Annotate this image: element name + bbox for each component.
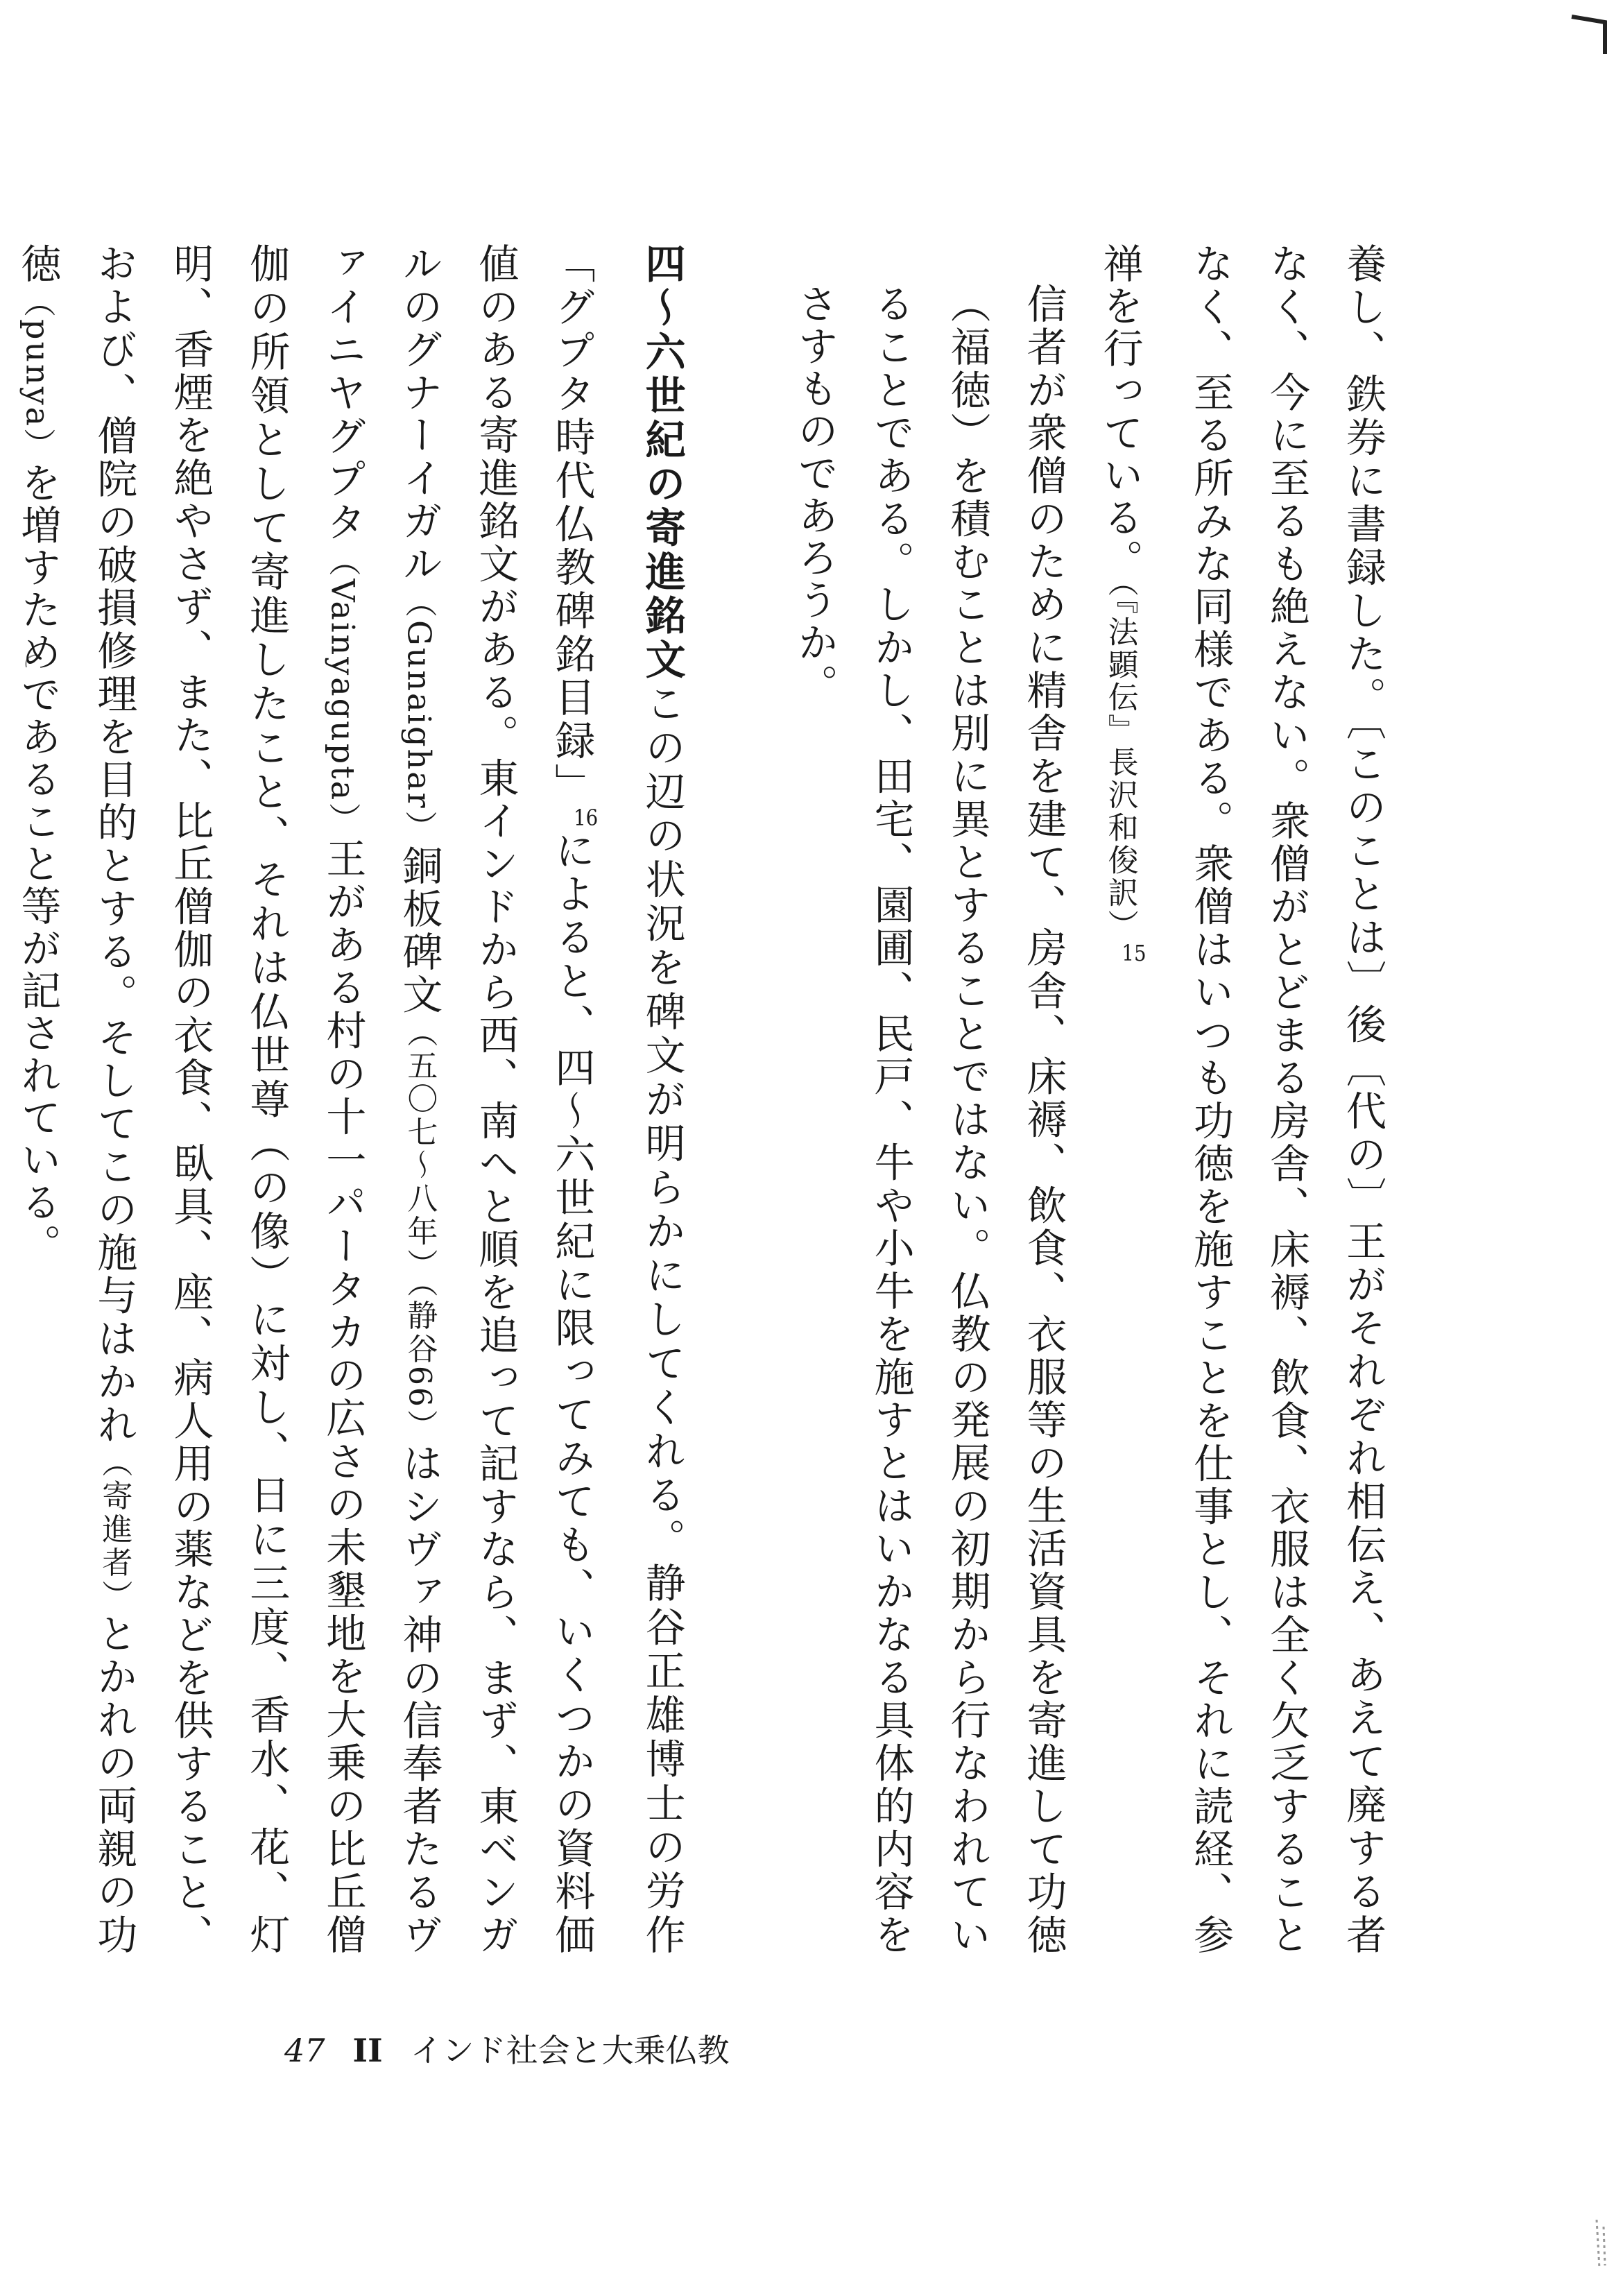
chapter-title: インド社会と大乗仏教 [410,2032,730,2069]
scan-corner-mark [1570,12,1611,57]
commentary-text: 信者が衆僧のために精舎を建て、房舎、床褥、飲食、衣服等の生活資具を寄進して功徳（福徳）を積むことは別に異とすることではない。仏教の発展の初期から行なわれていることである。しかし、田宅、園圃、民戸、牛や小牛を施すとはいかなる具体的内容をさすものであろうか。 [791,283,1067,1956]
section-text-g: を増すためであること等が記されている。 [14,462,62,1267]
section-text-e: 王がある村の十一パータカの広さの未墾地を大乗の比丘僧伽の所領として寄進したこと、それは仏世尊（の像）に対し、日に三度、香水、花、灯明、香煙を絶やさず、また、比丘僧伽の衣食、臥具、座、病人用の薬などを供すること、および、僧院の破損修理を目的とする。そしてこの施与はかれ [90,243,367,1957]
paragraph-quote-end [1082,243,1401,1956]
romanized-term: （Gunaighar） [400,585,438,846]
footnote-ref-16: 16 [574,806,599,829]
quote-text: 養し、鉄券に書録した。〔このことは〕後〔代の〕王がそれぞれ相伝え、あえて廃する者なく、今に至るも絶えない。衆僧がとどまる房舎、床褥、飲食、衣服は全く欠乏することなく、至る所みな同様である。衆僧はいつも功徳を施すことを仕事とし、それに読経、参禅を行っている。 [1096,243,1386,1957]
section-text-c: 銅板碑文 [395,845,443,1017]
section-paragraph [0,243,701,1956]
section-text-f: とかれの両親の功徳 [14,243,138,1957]
inline-citation: （五〇七〜八年）（静谷66） [402,1016,438,1443]
page-number: 47 [284,2032,325,2069]
romanized-term: （Vainyagupta） [324,544,362,838]
citation-note: （『法顕伝』長沢和俊訳） [1102,581,1138,942]
section-text-a: この辺の状況を碑文が明らかにしてくれる。静谷正雄博士の労作「グプタ時代仏教碑銘目録」 [548,243,686,1957]
scan-edge-noise [1576,2220,1609,2268]
page-footer [284,2025,730,2071]
section-text-b: によると、四〜六世紀に限ってみても、いくつかの資料価値のある寄進銘文がある。東インドから西、南へと順を追って記すなら、まず、東ベンガルのグナーイガル [395,243,596,1956]
footnote-ref-15: 15 [1122,942,1147,964]
chapter-number: II [352,2032,383,2069]
section-text-d: はシヴァ神の信奉者たるヴァイニヤグプタ [319,243,443,1957]
romanized-term: （punya） [19,285,57,463]
section-heading: 四〜六世紀の寄進銘文 [638,243,686,683]
inline-gloss: （寄進者） [96,1446,132,1613]
paragraph-commentary [777,283,1082,1956]
page-body [14,243,1401,1957]
